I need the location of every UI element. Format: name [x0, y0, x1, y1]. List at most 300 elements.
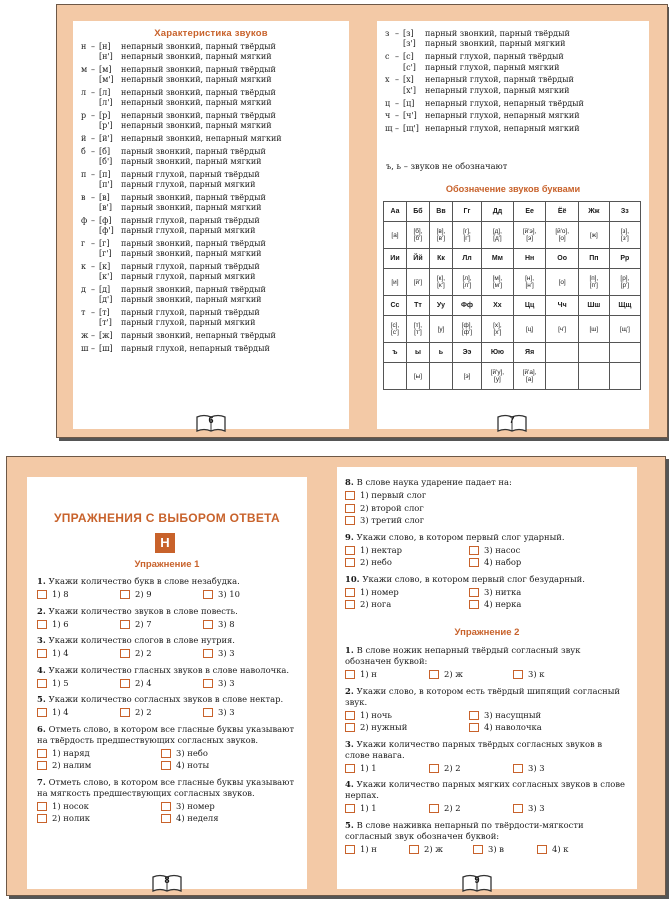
answer-option[interactable] — [473, 844, 537, 855]
bottom-spread — [6, 456, 666, 896]
sound-entry — [385, 99, 645, 109]
answer-option[interactable] — [37, 707, 120, 718]
option-label: 2) ж — [444, 669, 463, 679]
sound: [ч'] — [403, 111, 417, 121]
table-cell: ь — [429, 343, 452, 363]
sound-description: непарный глухой, непарный твёрдый — [425, 98, 584, 108]
option-label: 3) 3 — [218, 677, 235, 688]
answer-options — [37, 748, 297, 773]
dash: – — [91, 215, 95, 225]
question — [37, 724, 297, 773]
checkbox[interactable] — [537, 845, 547, 854]
question-number: 9. — [345, 531, 357, 542]
dash: – — [395, 124, 399, 134]
table-cell: [й'] — [406, 269, 429, 296]
option-label: 1) 5 — [52, 677, 69, 688]
checkbox[interactable] — [345, 516, 355, 525]
sound-entry — [385, 111, 645, 121]
question-text: 3. Укажи количество слогов в слове нутрия. — [37, 635, 235, 645]
checkbox[interactable] — [469, 558, 479, 567]
answer-option[interactable] — [161, 801, 285, 812]
sound-entry — [385, 75, 645, 96]
exercise-2-title: Упражнение 2 — [454, 627, 520, 638]
letter: к — [81, 261, 86, 271]
option-label: 1) 4 — [52, 707, 69, 717]
table-cell: Чч — [546, 296, 579, 316]
option-label: 4) наволочка — [484, 722, 542, 732]
sound: [л] — [99, 88, 111, 97]
table-cell: [л], [л'] — [452, 269, 481, 296]
dash: – — [91, 192, 95, 202]
answer-option[interactable] — [513, 803, 597, 814]
table-row — [384, 316, 641, 343]
answer-options — [37, 678, 297, 691]
letter: г — [81, 238, 86, 248]
checkbox[interactable] — [37, 814, 47, 823]
dash: – — [91, 169, 95, 179]
answer-option[interactable] — [537, 844, 601, 855]
sound-entry — [81, 308, 345, 328]
checkbox[interactable] — [345, 670, 355, 679]
sound: [л'] — [99, 98, 113, 108]
checkbox[interactable] — [37, 620, 47, 629]
checkbox[interactable] — [120, 620, 130, 629]
letters-table — [383, 201, 641, 390]
checkbox[interactable] — [161, 749, 171, 758]
answer-option[interactable] — [345, 503, 629, 514]
question — [37, 606, 297, 632]
answer-option[interactable] — [37, 748, 161, 759]
page-number-7: 7 — [497, 413, 527, 433]
sound: [р] — [99, 111, 111, 120]
sound: [д] — [99, 284, 111, 294]
question-text: 10. Укажи слово, в котором первый слог безударный. — [345, 573, 585, 584]
letter: й — [81, 134, 87, 143]
dash: – — [91, 284, 95, 294]
table-cell: [й'у], [у] — [482, 363, 514, 390]
answer-option[interactable] — [37, 678, 120, 689]
checkbox[interactable] — [345, 845, 355, 854]
answer-option[interactable] — [203, 589, 286, 600]
answer-option[interactable] — [469, 545, 593, 556]
checkbox[interactable] — [37, 761, 47, 770]
option-label: 1) 6 — [52, 618, 69, 629]
table-row — [384, 363, 641, 390]
checkbox[interactable] — [161, 814, 171, 823]
answer-option[interactable] — [37, 760, 161, 771]
answer-option[interactable] — [37, 813, 161, 824]
sound: [к'] — [99, 272, 113, 281]
question-number: 4. — [345, 779, 357, 789]
table-cell: [у] — [429, 316, 452, 343]
answer-option[interactable] — [429, 669, 513, 680]
table-cell — [578, 363, 609, 390]
answer-option[interactable] — [429, 763, 513, 774]
table-cell: Лл — [452, 249, 481, 269]
answer-option[interactable] — [469, 599, 593, 610]
option-label: 2) 2 — [444, 803, 461, 813]
sound-entry — [81, 134, 345, 144]
sound-entry — [81, 170, 345, 190]
sound: [г] — [99, 238, 110, 248]
checkbox[interactable] — [161, 802, 171, 811]
option-label: 2) 7 — [135, 618, 152, 629]
option-label: 1) номер — [360, 586, 399, 597]
checkbox[interactable] — [469, 588, 479, 597]
checkbox[interactable] — [203, 590, 213, 599]
sound-description: непарный звонкий, парный мягкий — [121, 75, 272, 85]
option-label: 1) 4 — [52, 648, 69, 658]
sound-description: парный глухой, непарный твёрдый — [121, 343, 270, 353]
sound-description: парный глухой, парный мягкий — [121, 318, 256, 327]
answer-option[interactable] — [120, 619, 203, 630]
sound-description: непарный звонкий, парный твёрдый — [121, 111, 276, 120]
answer-option[interactable] — [345, 722, 469, 733]
answer-options — [37, 648, 297, 661]
table-cell: Цц — [513, 296, 546, 316]
letter: н — [81, 42, 87, 51]
sound: [к] — [99, 261, 111, 271]
table-cell: [г], [г'] — [452, 222, 481, 249]
checkbox[interactable] — [203, 649, 213, 658]
checkbox[interactable] — [345, 764, 355, 773]
sound-description: парный звонкий, парный твёрдый — [121, 146, 266, 156]
sound-entry — [385, 52, 645, 73]
answer-option[interactable] — [161, 813, 285, 824]
checkbox[interactable] — [120, 590, 130, 599]
option-label: 3) 3 — [528, 762, 545, 773]
letter-badge: Н — [155, 533, 175, 553]
sound-description: непарный глухой, непарный мягкий — [425, 111, 580, 121]
table-cell: [й'э], [э] — [513, 222, 546, 249]
option-label: 4) к — [552, 843, 569, 854]
sound-description: парный звонкий, парный мягкий — [121, 157, 262, 166]
sound-description: парный глухой, парный мягкий — [121, 180, 256, 189]
question — [37, 694, 297, 720]
checkbox[interactable] — [37, 749, 47, 758]
sound: [б] — [99, 146, 111, 156]
option-label: 1) нектар — [360, 544, 403, 555]
checkbox[interactable] — [345, 558, 355, 567]
option-label: 2) налим — [52, 760, 92, 770]
exercise-1-title: Упражнение 1 — [134, 559, 200, 570]
table-cell: [ы] — [406, 363, 429, 390]
question-text: 9. Укажи слово, в котором первый слог ударный. — [345, 531, 565, 542]
checkbox[interactable] — [37, 590, 47, 599]
checkbox[interactable] — [345, 711, 355, 720]
sound: [г'] — [99, 249, 112, 258]
sound: [н'] — [99, 52, 113, 62]
table-cell: Хх — [482, 296, 514, 316]
dash: – — [91, 238, 95, 248]
table-cell: Ее — [513, 202, 546, 222]
checkbox[interactable] — [469, 723, 479, 732]
option-label: 1) носок — [52, 800, 89, 811]
table-cell: [с], [с'] — [384, 316, 407, 343]
table-row — [384, 222, 641, 249]
sound: [й'] — [99, 134, 113, 143]
question-text: 3. Укажи количество парных твёрдых согласных звуков в слове навага. — [345, 738, 603, 760]
checkbox[interactable] — [469, 546, 479, 555]
answer-option[interactable] — [345, 710, 469, 721]
option-label: 2) ж — [424, 843, 443, 854]
sound-description: непарный глухой, непарный мягкий — [425, 124, 580, 134]
letter: п — [81, 169, 87, 179]
option-label: 2) нолик — [52, 813, 91, 823]
note-hard-soft-signs: ъ, ь – звуков не обозначают — [386, 161, 508, 171]
checkbox[interactable] — [203, 620, 213, 629]
sound-entry — [385, 29, 645, 50]
checkbox[interactable] — [120, 679, 130, 688]
sound: [т] — [99, 307, 110, 317]
option-label: 1) ночь — [360, 709, 392, 720]
answer-option[interactable] — [37, 589, 120, 600]
page-7 — [377, 21, 649, 429]
sound: [в] — [99, 192, 110, 202]
table-cell: [н], [н'] — [513, 269, 546, 296]
sound-entry — [81, 111, 345, 131]
answer-option[interactable] — [203, 678, 286, 689]
dash: – — [395, 52, 399, 62]
sound-entry — [81, 147, 345, 167]
letter: ф — [81, 215, 88, 225]
answer-option[interactable] — [161, 760, 285, 771]
question-text: 1. Укажи количество букв в слове незабудка. — [37, 576, 240, 586]
table-cell: Мм — [482, 249, 514, 269]
answer-option[interactable] — [345, 490, 629, 501]
table-cell: Дд — [482, 202, 514, 222]
table-cell: [щ'] — [609, 316, 640, 343]
option-label: 2) 2 — [135, 648, 152, 658]
option-label: 1) 8 — [52, 589, 69, 599]
checkbox[interactable] — [345, 588, 355, 597]
checkbox[interactable] — [345, 600, 355, 609]
table-cell — [609, 363, 640, 390]
letter: з — [385, 29, 390, 38]
option-label: 4) набор — [484, 557, 522, 567]
table-cell: Уу — [429, 296, 452, 316]
table-cell: ы — [406, 343, 429, 363]
table-cell: Сс — [384, 296, 407, 316]
table-cell: Щщ — [609, 296, 640, 316]
answer-option[interactable] — [345, 844, 409, 855]
table-cell: Вв — [429, 202, 452, 222]
checkbox[interactable] — [203, 679, 213, 688]
checkbox[interactable] — [513, 670, 523, 679]
page-9 — [337, 467, 637, 889]
option-label: 4) неделя — [176, 813, 219, 823]
table-cell: Жж — [578, 202, 609, 222]
answer-option[interactable] — [37, 619, 120, 630]
checkbox[interactable] — [37, 679, 47, 688]
checkbox[interactable] — [120, 649, 130, 658]
answer-option[interactable] — [37, 648, 120, 659]
answer-option[interactable] — [345, 587, 469, 598]
checkbox[interactable] — [513, 804, 523, 813]
question-text: 5. В слове наживка непарный по твёрдости-мягкости согласный звук обозначен буквой: — [345, 819, 584, 841]
sound-description: парный звонкий, парный мягкий — [425, 39, 566, 49]
question-number: 2. — [345, 685, 357, 696]
question-text: 6. Отметь слово, в котором все гласные буквы указывают на твёрдость предшествующих согласных звуков. — [37, 723, 295, 745]
table-cell: ъ — [384, 343, 407, 363]
answer-option[interactable] — [513, 669, 597, 680]
exercise-1-questions-continued — [345, 477, 629, 616]
checkbox[interactable] — [429, 764, 439, 773]
answer-option[interactable] — [345, 669, 429, 680]
dash: – — [91, 146, 95, 156]
letter: д — [81, 284, 86, 294]
checkbox[interactable] — [345, 504, 355, 513]
checkbox[interactable] — [345, 723, 355, 732]
question — [37, 777, 297, 826]
table-row — [384, 343, 641, 363]
table-cell: [и] — [384, 269, 407, 296]
question-number: 2. — [37, 605, 49, 616]
sound-entry — [81, 344, 345, 354]
answer-option[interactable] — [161, 748, 285, 759]
answer-options — [37, 707, 297, 720]
checkbox[interactable] — [469, 600, 479, 609]
answer-option[interactable] — [469, 722, 593, 733]
answer-option[interactable] — [469, 557, 593, 568]
table-cell: [й'а], [а] — [513, 363, 546, 390]
table-title: Обозначение звуков буквами — [445, 184, 581, 194]
sound: [ж] — [99, 330, 113, 340]
table-cell: [м], [м'] — [482, 269, 514, 296]
checkbox[interactable] — [37, 649, 47, 658]
question-number: 8. — [345, 477, 357, 487]
answer-option[interactable] — [120, 707, 203, 718]
letter: р — [81, 111, 87, 120]
table-cell: [б], [б'] — [406, 222, 429, 249]
dash: – — [395, 98, 399, 108]
option-label: 3) номер — [176, 800, 215, 811]
table-cell: [ч'] — [546, 316, 579, 343]
table-cell: [т], [т'] — [406, 316, 429, 343]
table-cell: [э] — [452, 363, 481, 390]
option-label: 2) второй слог — [360, 502, 424, 513]
checkbox[interactable] — [345, 491, 355, 500]
table-cell — [429, 363, 452, 390]
sounds-title: Характеристика звуков — [154, 28, 268, 39]
checkbox[interactable] — [161, 761, 171, 770]
sound-description: парный звонкий, парный твёрдый — [121, 284, 266, 294]
table-cell: Тт — [406, 296, 429, 316]
answer-option[interactable] — [469, 710, 593, 721]
sound-entry — [81, 42, 345, 62]
table-row — [384, 249, 641, 269]
option-label: 3) насущный — [484, 709, 542, 720]
question — [345, 574, 629, 612]
answer-option[interactable] — [513, 763, 597, 774]
answer-option[interactable] — [120, 648, 203, 659]
sound-description: парный звонкий, парный твёрдый — [425, 29, 570, 38]
answer-option[interactable] — [345, 545, 469, 556]
option-label: 1) н — [360, 669, 377, 679]
answer-option[interactable] — [345, 515, 629, 526]
sound: [п'] — [99, 180, 113, 189]
letter: щ — [385, 124, 393, 134]
answer-option[interactable] — [345, 599, 469, 610]
sound-list — [81, 42, 345, 356]
table-cell: [п], [п'] — [578, 269, 609, 296]
checkbox[interactable] — [429, 804, 439, 813]
answer-option[interactable] — [345, 763, 429, 774]
question — [345, 739, 629, 776]
answer-option[interactable] — [203, 707, 286, 718]
question-text: 7. Отметь слово, в котором все гласные буквы указывают на мягкость предшествующих согласных звуков. — [37, 776, 295, 798]
question — [345, 477, 629, 528]
answer-option[interactable] — [345, 803, 429, 814]
letter: т — [81, 307, 86, 317]
checkbox[interactable] — [429, 670, 439, 679]
letter: ч — [385, 111, 391, 121]
option-label: 1) н — [360, 843, 377, 854]
checkbox[interactable] — [409, 845, 419, 854]
question — [37, 576, 297, 602]
answer-option[interactable] — [429, 803, 513, 814]
table-cell — [546, 363, 579, 390]
checkbox[interactable] — [345, 546, 355, 555]
checkbox[interactable] — [37, 802, 47, 811]
answer-option[interactable] — [203, 619, 286, 630]
option-label: 2) 9 — [135, 589, 152, 599]
letter: в — [81, 192, 86, 202]
dash: – — [91, 343, 95, 353]
sound-description: парный глухой, парный твёрдый — [121, 215, 260, 225]
answer-option[interactable] — [120, 678, 203, 689]
answer-option[interactable] — [203, 648, 286, 659]
checkbox[interactable] — [513, 764, 523, 773]
answer-option[interactable] — [409, 844, 473, 855]
question — [37, 665, 297, 691]
sound-description: парный глухой, парный твёрдый — [425, 52, 564, 62]
sound: [ф] — [99, 215, 112, 225]
answer-option[interactable] — [37, 801, 161, 812]
table-cell: Нн — [513, 249, 546, 269]
table-cell: Кк — [429, 249, 452, 269]
answer-options — [345, 490, 629, 528]
checkbox[interactable] — [469, 711, 479, 720]
sound-description: непарный глухой, парный мягкий — [425, 85, 570, 95]
checkbox[interactable] — [473, 845, 483, 854]
sound-entry — [81, 262, 345, 282]
sound: [х'] — [403, 85, 416, 95]
dash: – — [395, 111, 399, 121]
checkbox[interactable] — [345, 804, 355, 813]
answer-options — [345, 545, 629, 570]
sound-description: парный звонкий, непарный твёрдый — [121, 330, 276, 340]
checkbox[interactable] — [120, 708, 130, 717]
sound-description: непарный звонкий, парный твёрдый — [121, 65, 276, 74]
dash: – — [91, 134, 95, 143]
question-text: 1. В слове ножик непарный твёрдый согласный звук обозначен буквой: — [345, 645, 581, 666]
exercises-title: УПРАЖНЕНИЯ С ВЫБОРОМ ОТВЕТА — [53, 511, 281, 525]
question-number: 10. — [345, 573, 363, 584]
table-cell: [з], [з'] — [609, 222, 640, 249]
checkbox[interactable] — [203, 708, 213, 717]
answer-option[interactable] — [469, 587, 593, 598]
option-label: 3) 3 — [528, 803, 545, 813]
checkbox[interactable] — [37, 708, 47, 717]
option-label: 2) небо — [360, 557, 392, 567]
page-number-8: 8 — [152, 873, 182, 893]
sound-entry — [81, 216, 345, 236]
answer-option[interactable] — [345, 557, 469, 568]
answer-option[interactable] — [120, 589, 203, 600]
question-number: 3. — [37, 635, 49, 645]
sound-description: парный глухой, парный твёрдый — [121, 307, 260, 317]
